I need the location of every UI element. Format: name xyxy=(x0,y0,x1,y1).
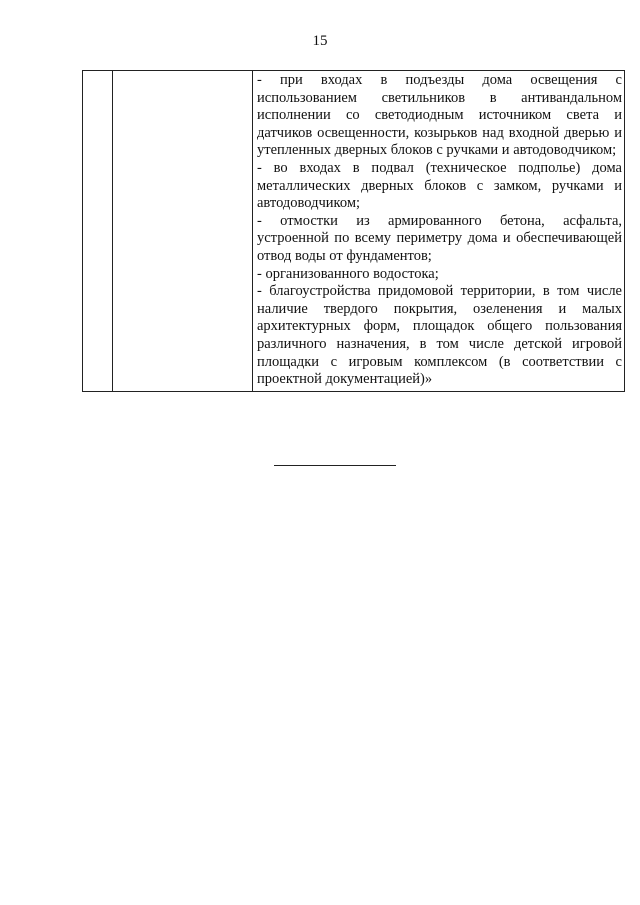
list-item: - благоустройства придомовой территории, в том числе наличие твердого покрытия, озеленения и малых архитектурных форм, площадок общего пользования различного назначения, в том числе детской игровой площадки с игровым комплексом (в соответствии с проектной документацией)» xyxy=(257,283,622,388)
list-item: - отмостки из армированного бетона, асфальта, устроенной по всему периметру дома и обеспечивающей отвод воды от фундаментов; xyxy=(257,212,622,264)
list-item: - организованного водостока; xyxy=(257,265,439,282)
table-cell-requirements xyxy=(253,71,625,392)
list-item: - при входах в подъезды дома освещения с использованием светильников в антивандальном исполнении со светодиодным источником света и датчиков освещенности, козырьков над входной дверью и утепленных дверных блоков с ручками и автодоводчиком; xyxy=(257,72,622,159)
table-row xyxy=(83,71,625,392)
end-separator-line xyxy=(274,465,396,466)
table-cell-index xyxy=(83,71,113,392)
page-number: 15 xyxy=(312,33,328,49)
requirements-table xyxy=(82,70,625,392)
table-cell-name xyxy=(113,71,253,392)
requirements-list xyxy=(253,71,624,391)
list-item: - во входах в подвал (техническое подполье) дома металлических дверных блоков с замком, ручками и автодоводчиком; xyxy=(257,159,622,212)
